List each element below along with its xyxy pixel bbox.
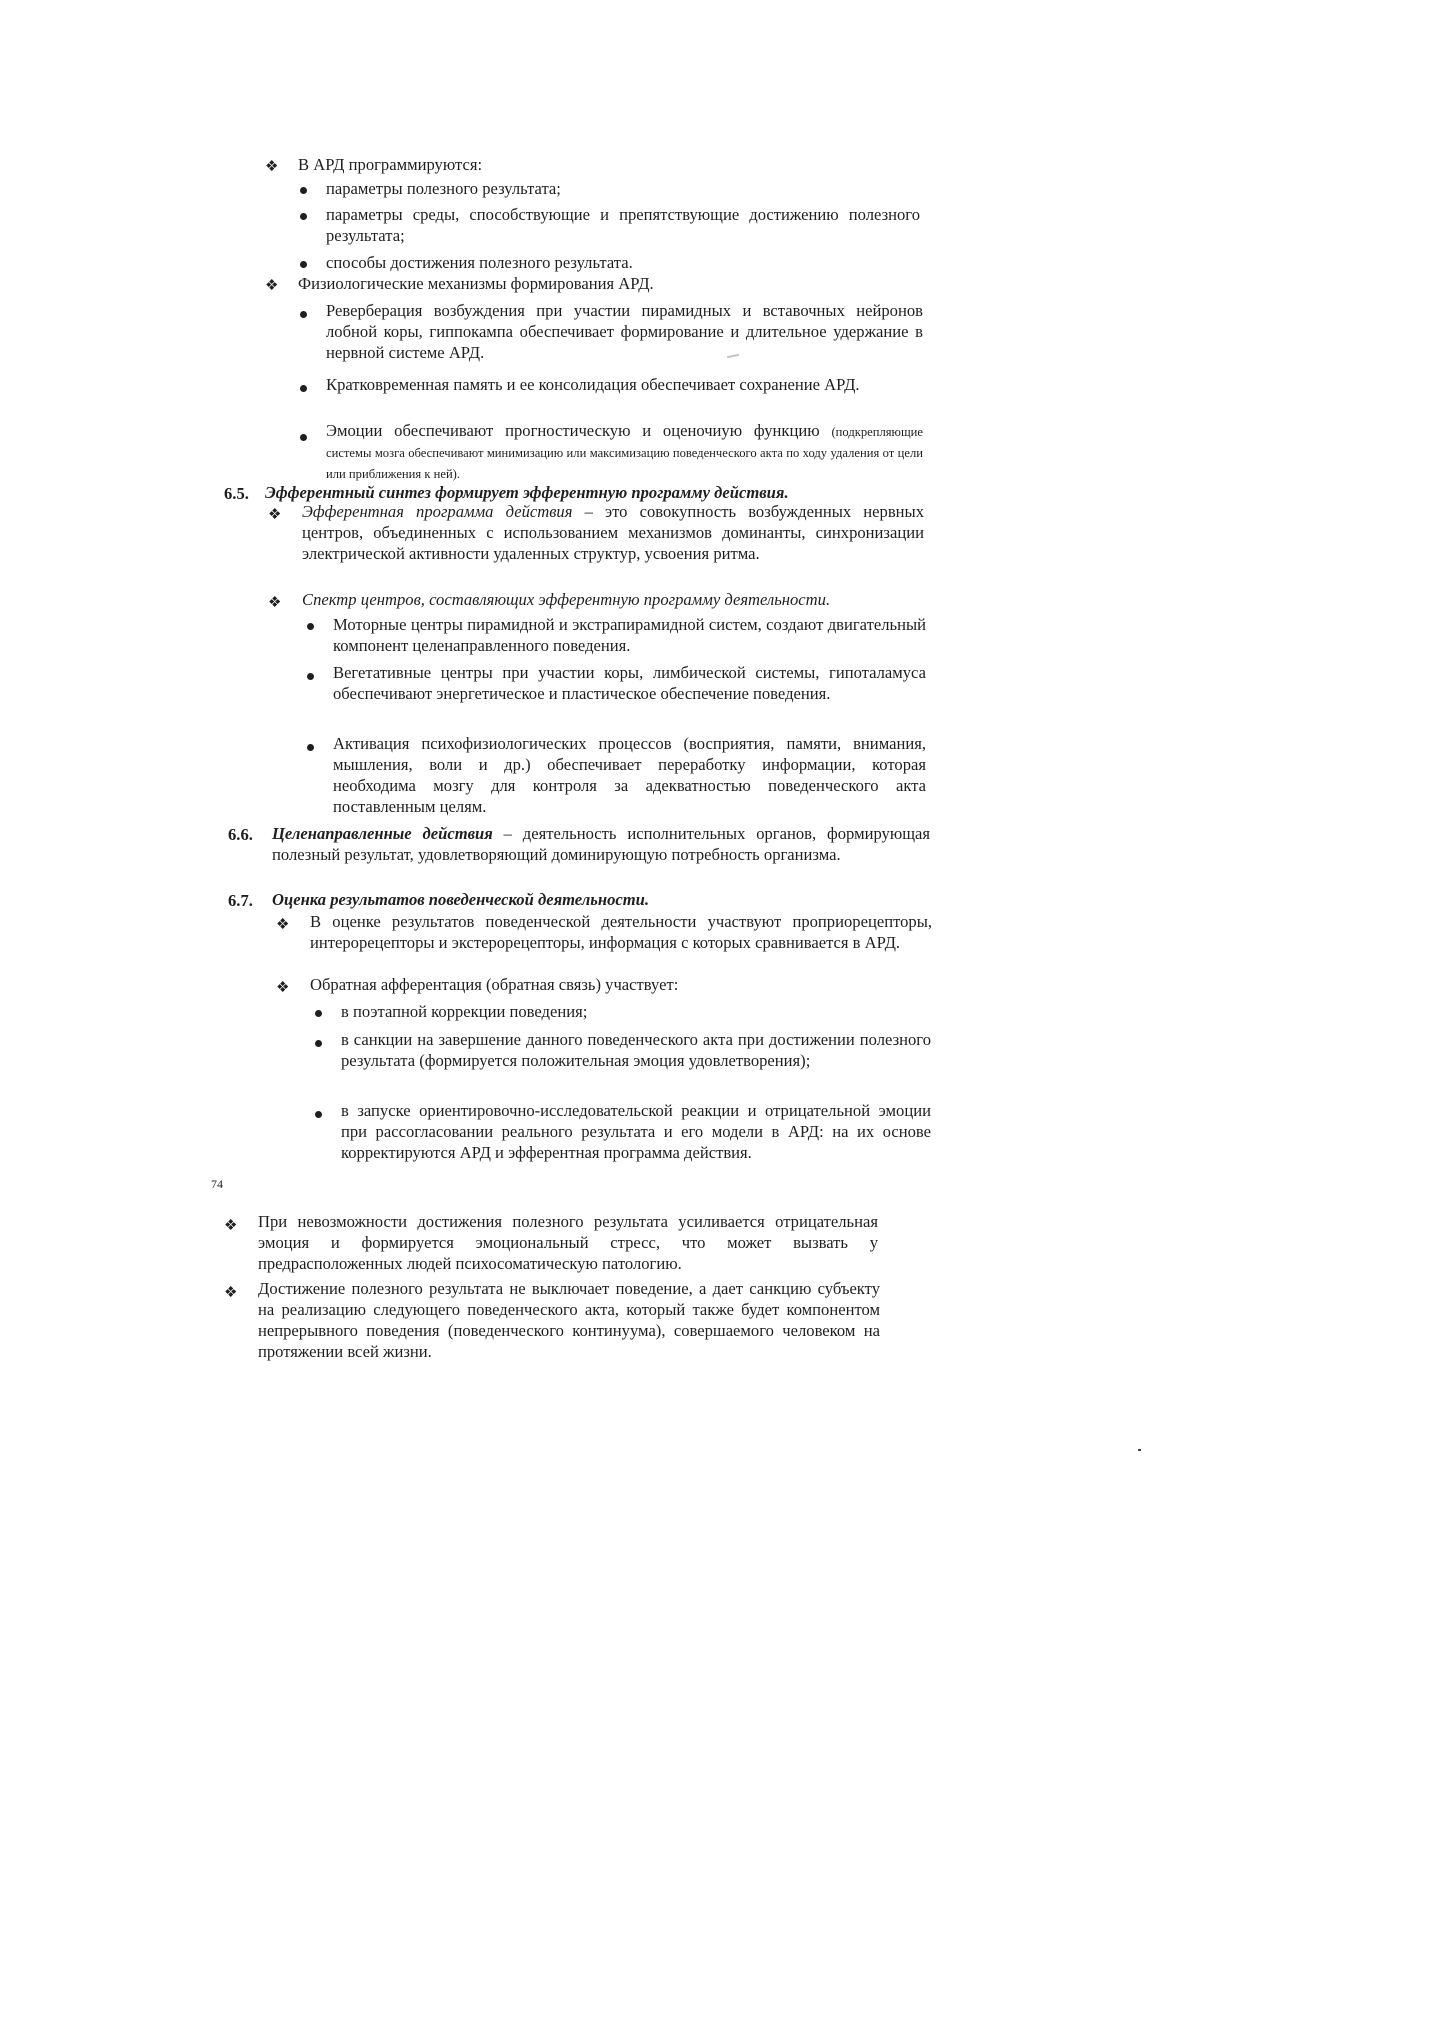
list-item: параметры среды, способствующие и препятствующие достижению полезного результата; <box>326 205 920 245</box>
diamond-bullet-icon: ❖ <box>265 278 279 294</box>
bottom-paragraph: Достижение полезного результата не выключает поведение, а дает санкцию субъекту на реализацию следующего поведенческого акта, который также будет компонентом непрерывного поведения (поведенческого континуума), совершаемого человеком на протяжении всей жизни. <box>258 1279 880 1361</box>
list-item-emotions <box>326 420 923 483</box>
page-number: 74 <box>211 1177 223 1191</box>
bottom-paragraph: При невозможности достижения полезного результата усиливается отрицательная эмоция и формируется эмоциональный стресс, что может вызвать у предрасположенных людей психосоматическую патологию. <box>258 1212 878 1273</box>
list-item: в запуске ориентировочно-исследовательской реакции и отрицательной эмоции при рассогласовании реального результата и его модели в АРД: на их основе корректируются АРД и эфферентная программа действия. <box>341 1101 931 1162</box>
section-term: Целенаправленные действия <box>272 824 493 843</box>
list-item: параметры полезного результата; <box>326 179 561 198</box>
list-item: Моторные центры пирамидной и экстрапирамидной систем, создают двигательный компонент целенаправленного поведения. <box>333 615 926 655</box>
bullet-icon <box>307 673 314 680</box>
section-paragraph <box>272 823 930 865</box>
bullet-icon <box>315 1040 322 1047</box>
list-item: Активация психофизиологических процессов (восприятия, памяти, внимания, мышления, воли и др.) обеспечивает переработку информации, которая необходима мозгу для контроля за адекватностью поведенческого акта поставленным целям. <box>333 734 926 816</box>
spectrum-title: Спектр центров, составляющих эфферентную программу деятельности. <box>302 590 831 609</box>
diamond-bullet-icon: ❖ <box>268 507 282 523</box>
list-item: Реверберация возбуждения при участии пирамидных и вставочных нейронов лобной коры, гиппокампа обеспечивает формирование и длительное удержание в нервной системе АРД. <box>326 301 923 362</box>
section-heading: Оценка результатов поведенческой деятельности. <box>272 890 650 909</box>
diamond-bullet-icon: ❖ <box>265 159 279 175</box>
ard-programmed-title: В АРД программируются: <box>298 155 483 174</box>
emotion-main: Эмоции обеспечивают прогностическую и оценочиую функцию <box>326 421 820 440</box>
bullet-icon <box>307 623 314 630</box>
diamond-bullet-icon: ❖ <box>276 917 290 933</box>
bullet-icon <box>307 744 314 751</box>
diamond-bullet-icon: ❖ <box>276 980 290 996</box>
list-item: Кратковременная память и ее консолидация обеспечивает сохранение АРД. <box>326 375 860 394</box>
list-item: в санкции на завершение данного поведенческого акта при достижении полезного результата (формируется положительная эмоция удовлетворения); <box>341 1030 931 1070</box>
diamond-bullet-icon: ❖ <box>224 1285 238 1301</box>
bullet-icon <box>300 187 307 194</box>
definition-term: Эфферентная программа действия <box>302 502 573 521</box>
paragraph: В оценке результатов поведенческой деятельности участвуют проприорецепторы, интерорецепторы и экстерорецепторы, информация с которых сравнивается в АРД. <box>310 912 932 952</box>
definition-text: – это совокупность возбужденных нервных центров, объединенных с использованием механизмов доминанты, синхронизации электрической активности удаленных структур, усвоения ритма. <box>302 502 924 563</box>
definition-paragraph <box>302 501 924 564</box>
section-text: – деятельность исполнительных органов, формирующая полезный результат, удовлетворяющий доминирующую потребность организма. <box>272 824 931 864</box>
bullet-icon <box>300 311 307 318</box>
bullet-icon <box>300 213 307 220</box>
section-heading: Эфферентный синтез формирует эфферентную программу действия. <box>265 483 789 502</box>
diamond-bullet-icon: ❖ <box>268 595 282 611</box>
bullet-icon <box>315 1010 322 1017</box>
bullet-icon <box>315 1111 322 1118</box>
diamond-bullet-icon: ❖ <box>224 1218 238 1234</box>
bullet-icon <box>300 385 307 392</box>
feedback-title: Обратная афферентация (обратная связь) участвует: <box>310 975 679 994</box>
list-item: Вегетативные центры при участии коры, лимбической системы, гипоталамуса обеспечивают энергетическое и пластическое обеспечение поведения. <box>333 663 926 703</box>
scan-speck <box>1138 1449 1141 1451</box>
section-number: 6.7. <box>228 891 253 910</box>
list-item: в поэтапной коррекции поведения; <box>341 1002 588 1021</box>
section-number: 6.6. <box>228 825 253 844</box>
bullet-icon <box>300 434 307 441</box>
list-item: способы достижения полезного результата. <box>326 253 633 272</box>
section-number: 6.5. <box>224 484 249 503</box>
mechanisms-title: Физиологические механизмы формирования АРД. <box>298 274 654 293</box>
bullet-icon <box>300 261 307 268</box>
emotion-note: (подкрепляющие системы мозга обеспечивают минимизацию или максимизацию поведенческого акта по ходу удаления от цели или приближения к ней). <box>326 425 923 481</box>
